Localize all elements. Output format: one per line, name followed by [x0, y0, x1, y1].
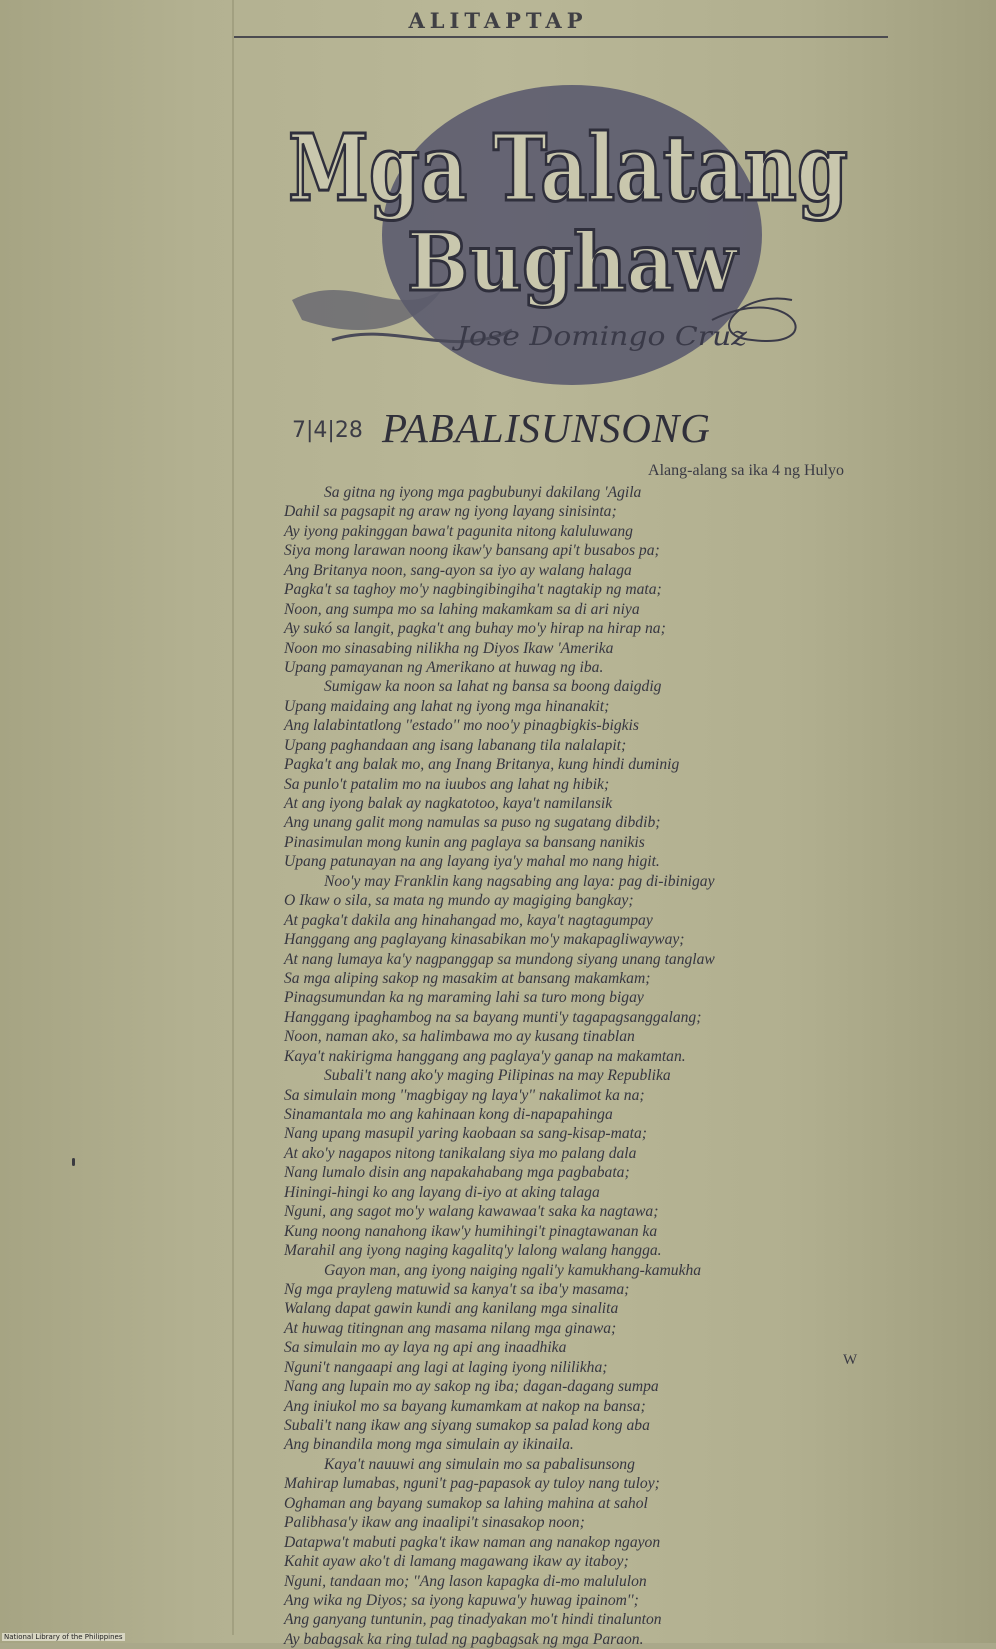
poem-line: Pinasimulan mong kunin ang paglaya sa bansang nanikis: [284, 833, 645, 851]
poem-line: Nguni, ang sagot mo'y walang kawawaa't saka ka nagtawa;: [284, 1203, 659, 1221]
column-edge-shadow: [232, 0, 234, 1635]
poem-line: Kaya't nakirigma hanggang ang paglaya'y ganap na makamtan.: [284, 1047, 686, 1065]
poem-line: Upang paghandaan ang isang labanang tila nalalapit;: [284, 736, 627, 754]
poem-line: Pinagsumundan ka ng maraming lahi sa turo mong bigay: [284, 989, 644, 1007]
poem-line: Upang maidaing ang lahat ng iyong mga hinanakit;: [284, 697, 610, 715]
logo-signature: Jose Domingo Cruz: [451, 322, 748, 352]
poem-line: At huwag titingnan ang masama nilang mga ginawa;: [284, 1319, 617, 1337]
poem-line: Pagka't ang balak mo, ang Inang Britanya, kung hindi duminig: [284, 756, 680, 774]
poem-line: Noon mo sinasabing nilikha ng Diyos Ikaw 'Amerika: [284, 639, 614, 657]
poem-line: Kaya't nauuwi ang simulain mo sa pabalisunsong: [324, 1455, 635, 1473]
poem-line: Sinamantala mo ang kahinaan kong di-napapahinga: [284, 1106, 613, 1123]
poem-line: Marahil ang iyong naging kagalitq'y lalong walang hangga.: [284, 1242, 662, 1260]
column-logo: [272, 70, 864, 410]
poem-line: Gayon man, ang iyong naiging ngali'y kamukhang-kamukha: [324, 1261, 702, 1279]
poem-line: Upang pamayanan ng Amerikano at huwag ng iba.: [284, 658, 604, 676]
poem-line: Pagka't sa taghoy mo'y nagbingibingiha't nagtakip ng mata;: [284, 581, 662, 599]
poem-line: Nang lumalo disin ang napakahabang mga pagbabata;: [284, 1164, 630, 1182]
poem-line: Kahit ayaw ako't di lamang magawang ikaw ay itaboy;: [284, 1553, 629, 1571]
handwritten-margin-note: 7|4|28: [292, 418, 363, 443]
poem-line: Upang patunayan na ang layang iya'y mahal mo nang higit.: [284, 853, 660, 871]
poem-line: Nang ang lupain mo ay sakop ng iba; dagan-dagang sumpa: [284, 1378, 659, 1396]
poem-line: At pagka't dakila ang hinahangad mo, kaya't nagtagumpay: [284, 911, 653, 929]
poem-line: O Ikaw o sila, sa mata ng mundo ay magiging bangkay;: [284, 892, 634, 910]
poem-line: Sa mga aliping sakop ng masakim at bansang makamkam;: [284, 969, 651, 987]
poem-line: At ako'y nagapos nitong tanikalang siya mo palang dala: [284, 1144, 637, 1162]
masthead-title: ALITAPTAP: [408, 8, 588, 33]
poem-line: Ay iyong pakinggan bawa't pagunita nitong kaluluwang: [284, 522, 633, 540]
poem-line: Sa simulain mong ''magbigay ng laya'y'' nakalimot ka na;: [284, 1086, 645, 1104]
poem-line: Sumigaw ka noon sa lahat ng bansa sa boong daigdig: [324, 678, 662, 696]
poem-body: [284, 483, 884, 1649]
poem-line: At ang iyong balak ay nagkatotoo, kaya't namilansik: [284, 795, 613, 812]
poem-line: Ng mga prayleng matuwid sa kanya't sa iba'y masama;: [284, 1280, 630, 1298]
side-mark: W: [843, 1352, 858, 1368]
masthead-rule: [234, 36, 888, 38]
poem-line: Walang dapat gawin kundi ang kanilang mga sinalita: [284, 1300, 619, 1318]
poem-line: Siya mong larawan noong ikaw'y bansang api't busabos pa;: [284, 542, 660, 560]
poem-line: Ang lalabintatlong ''estado'' mo noo'y pinagbigkis-bigkis: [284, 717, 639, 735]
poem-line: Dahil sa pagsapit ng araw ng iyong layang sinisinta;: [284, 503, 617, 521]
poem-line: Sa gitna ng iyong mga pagbubunyi dakilang 'Agila: [324, 484, 642, 501]
poem-line: Ang Britanya noon, sang-ayon sa iyo ay walang halaga: [284, 561, 632, 579]
poem-line: Ang iniukol mo sa bayang kumamkam at nakop na bansa;: [284, 1397, 646, 1415]
logo-title-line1: Mga Talatang: [288, 114, 848, 222]
poem-line: Hiningi-hingi ko ang layang di-iyo at aking talaga: [284, 1183, 600, 1201]
footer-credit: National Library of the Philippines: [4, 1633, 123, 1641]
poem-dateline: Alang-alang sa ika 4 ng Hulyo: [648, 462, 844, 479]
poem-line: Nguni, tandaan mo; ''Ang lason kapagka di-mo malululon: [284, 1572, 647, 1590]
poem-line: Hanggang ipaghambog na sa bayang munti'y tagapagsanggalang;: [284, 1008, 702, 1026]
poem-line: Ang binandila mong mga simulain ay ikinaila.: [284, 1436, 574, 1454]
poem-line: Oghaman ang bayang sumakop sa lahing mahina at sahol: [284, 1494, 648, 1512]
poem-line: Subali't nang ako'y maging Pilipinas na may Republika: [324, 1067, 671, 1085]
poem-line: Nguni't nangaapi ang lagi at laging iyong nililikha;: [284, 1358, 608, 1376]
logo-title-line2: Bughaw: [407, 215, 739, 309]
poem-line: Mahirap lumabas, nguni't pag-papasok ay tuloy nang tuloy;: [284, 1475, 660, 1493]
poem-line: Kung noong nanahong ikaw'y humihingi't pinagtawanan ka: [284, 1222, 658, 1240]
poem-line: Ang ganyang tuntunin, pag tinadyakan mo't hindi tinalunton: [284, 1611, 662, 1629]
poem-line: Sa punlo't patalim mo na iuubos ang lahat ng hibik;: [284, 775, 610, 793]
poem-line: Ang wika ng Diyos; sa iyong kapuwa'y huwag ipainom'';: [284, 1591, 639, 1609]
poem-line: Sa simulain mo ay laya ng api ang inaadhika: [284, 1339, 567, 1357]
poem-line: Noon, ang sumpa mo sa lahing makamkam sa di ari niya: [284, 600, 640, 618]
poem-line: At nang lumaya ka'y nagpanggap sa mundong siyang unang tanglaw: [284, 950, 715, 968]
poem-line: Datapwa't mabuti pagka't ikaw naman ang nanakop ngayon: [284, 1533, 661, 1551]
poem-line: Ay babagsak ka ring tulad ng pagbagsak ng mga Paraon.: [284, 1630, 644, 1648]
poem-line: Noo'y may Franklin kang nagsabing ang laya: pag di-ibinigay: [324, 872, 715, 890]
poem-line: Subali't nang ikaw ang siyang sumakop sa palad kong aba: [284, 1417, 650, 1434]
poem-line: Palibhasa'y ikaw ang inaalipi't sinasakop noon;: [284, 1514, 585, 1532]
poem-line: Ang unang galit mong namulas sa puso ng sugatang dibdib;: [284, 814, 661, 832]
poem-title: PABALISUNSONG: [382, 405, 711, 451]
poem-line: Noon, naman ako, sa halimbawa mo ay kusang tinablan: [284, 1028, 635, 1046]
poem-line: Hanggang ang paglayang kinasabikan mo'y makapagliwayway;: [284, 931, 685, 949]
poem-line: Nang upang masupil yaring kaobaan sa sang-kisap-mata;: [284, 1125, 647, 1143]
ink-speck: [72, 1158, 75, 1166]
poem-line: Ay sukó sa langit, pagka't ang buhay mo'y hirap na hirap na;: [284, 620, 666, 638]
